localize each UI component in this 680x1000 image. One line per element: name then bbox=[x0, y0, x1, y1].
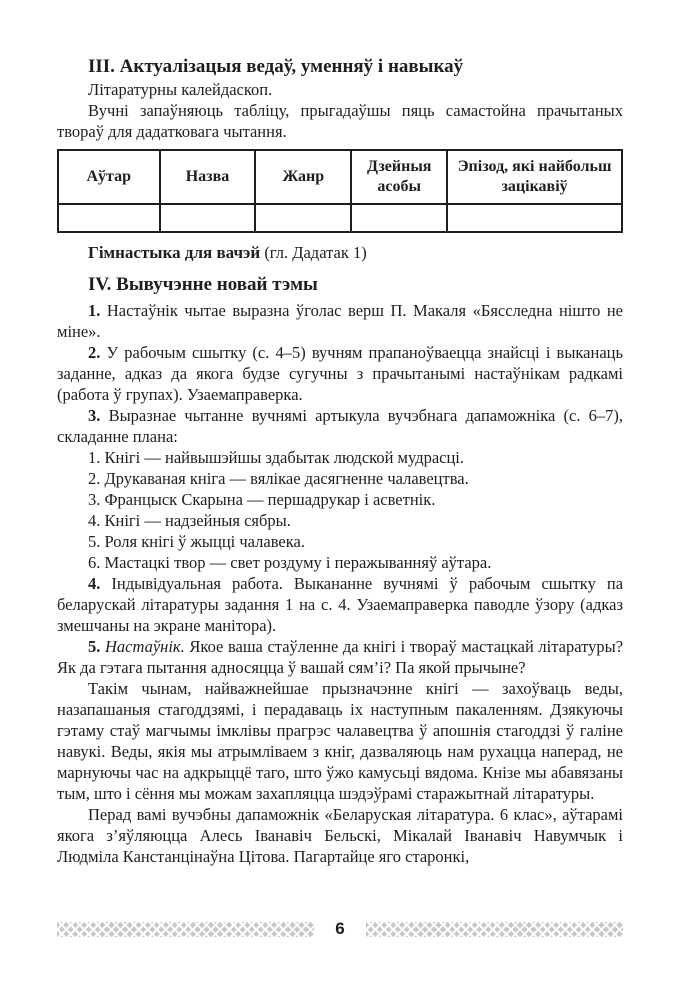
step-2-text: У рабочым сшытку (с. 4–5) вучням прапаноўваецца знайсці і выканаць заданне, адказ да якога будзе сугучны з прачытанымі настаўнікам радкамі (работа ў групах). Узаемаправерка. bbox=[57, 343, 624, 404]
step-3-paragraph bbox=[57, 405, 623, 447]
table-empty-row bbox=[58, 204, 622, 232]
textbook-paragraph: Перад вамі вучэбны дапаможнік «Беларуская літаратура. 6 клас», аўтарамі якога з’яўляюцца Алесь Іванавіч Бельскі, Мікалай Іванавіч Навумчык і Людміла Канстанцінаўна Цітова. Пагартайце яго старонкі, bbox=[57, 805, 623, 866]
step-5-text: Якое ваша стаўленне да кнігі і твораў мастацкай літаратуры? Як да гэтага пытання адносяцца ў вашай сям’і? Па якой прычыне? bbox=[57, 637, 624, 677]
table-empty-cell bbox=[160, 204, 256, 232]
table-header-episode: Эпізод, які найбольш зацікавіў bbox=[447, 150, 622, 204]
plan-list bbox=[57, 447, 623, 573]
plan-item: 6. Мастацкі твор — свет роздуму і перажыванняў аўтара. bbox=[88, 553, 492, 572]
lattice-ornament-right bbox=[366, 922, 623, 937]
step-4-number: 4. bbox=[88, 574, 101, 593]
page-content bbox=[57, 54, 623, 867]
table-header-genre: Жанр bbox=[255, 150, 351, 204]
reading-works-table bbox=[57, 149, 623, 233]
table-header-characters: Дзейныя асобы bbox=[351, 150, 447, 204]
section-4-heading: IV. Вывучэнне новай тэмы bbox=[88, 274, 318, 295]
step-4-text: Індывідуальная работа. Выкананне вучнямі ў рабочым сшытку па беларускай літаратуры задання 1 на с. 4. Узаемаправерка паводле ўзору (адказ змешчаны на экране манітора). bbox=[57, 574, 624, 635]
table-empty-cell bbox=[255, 204, 351, 232]
eye-gymnastics-line bbox=[57, 242, 623, 263]
plan-item: 3. Францыск Скарына — першадрукар і асветнік. bbox=[88, 490, 436, 509]
kaleidoscope-line: Літаратурны калейдаскоп. bbox=[88, 80, 273, 99]
step-2-paragraph bbox=[57, 342, 623, 405]
step-1-number: 1. bbox=[88, 301, 101, 320]
step-5-paragraph bbox=[57, 636, 623, 678]
page-footer bbox=[57, 921, 623, 937]
plan-item: 2. Друкаваная кніга — вялікае дасягненне чалавецтва. bbox=[88, 469, 469, 488]
step-3-text: Выразнае чытанне вучнямі артыкула вучэбнага дапаможніка (с. 6–7), складанне плана: bbox=[57, 406, 623, 446]
table-empty-cell bbox=[58, 204, 160, 232]
step-3-number: 3. bbox=[88, 406, 101, 425]
table-header-author: Аўтар bbox=[58, 150, 160, 204]
step-1-paragraph bbox=[57, 300, 623, 342]
table-task-paragraph: Вучні запаўняюць табліцу, прыгадаўшы пяць самастойна прачытаных твораў для дадатковага чытання. bbox=[57, 101, 623, 141]
plan-item: 5. Роля кнігі ў жыцці чалавека. bbox=[88, 532, 305, 551]
summary-paragraph: Такім чынам, найважнейшае прызначэнне кнігі — захоўваць веды, назапашаныя стагоддзямі, і перадаваць іх наступным пакаленням. Дзякуючы гэтаму стаў магчымы імклівы прагрэс чалавецтва ў апошнія стагоддзі ў галіне навукі. Веды, якія мы атрымліваем з кніг, дазваляюць нам рухацца наперад, не марнуючы час на адкрыццё таго, што ўжо камусьці вядома. Кнізе мы абавязаны тым, што і сёння мы можам захапляцца шэдэўрамі старажытнай літаратуры. bbox=[57, 679, 623, 803]
step-5-number: 5. bbox=[88, 637, 101, 656]
step-1-text: Настаўнік чытае выразна ўголас верш П. Макаля «Бясследна нішто не міне». bbox=[57, 301, 623, 341]
table-header-row bbox=[58, 150, 622, 204]
eye-gymnastics-title: Гімнастыка для вачэй bbox=[88, 243, 261, 262]
step-4-paragraph bbox=[57, 573, 623, 636]
lattice-ornament-left bbox=[57, 922, 314, 937]
page-number: 6 bbox=[335, 919, 345, 938]
plan-item: 4. Кнігі — надзейныя сябры. bbox=[88, 511, 291, 530]
table-header-title: Назва bbox=[160, 150, 256, 204]
plan-item: 1. Кнігі — найвышэйшы здабытак людской мудрасці. bbox=[88, 448, 465, 467]
section-3-heading: III. Актуалізацыя ведаў, уменняў і навыкаў bbox=[88, 56, 464, 77]
step-2-number: 2. bbox=[88, 343, 101, 362]
table-empty-cell bbox=[351, 204, 447, 232]
step-5-speaker: Настаўнік. bbox=[104, 637, 185, 656]
table-empty-cell bbox=[447, 204, 622, 232]
eye-gymnastics-note: (гл. Дадатак 1) bbox=[264, 243, 367, 262]
